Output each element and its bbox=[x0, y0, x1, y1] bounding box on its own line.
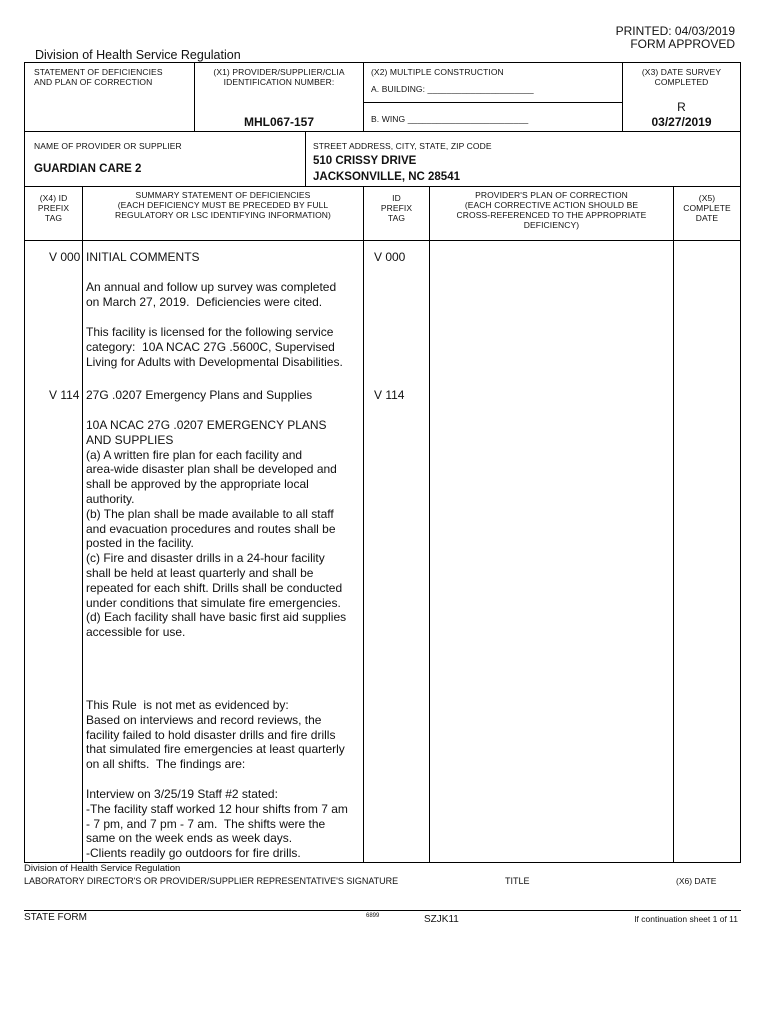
printed-date: PRINTED: 04/03/2019 bbox=[615, 24, 735, 38]
signature-label: LABORATORY DIRECTOR'S OR PROVIDER/SUPPLIER REPRESENTATIVE'S SIGNATURE bbox=[24, 876, 399, 886]
x1-value: MHL067-157 bbox=[243, 115, 315, 129]
col-x5-header: (X5) COMPLETE DATE bbox=[683, 193, 731, 223]
tag-v114-right: V 114 bbox=[374, 388, 405, 402]
col-id-header: ID PREFIX TAG bbox=[380, 193, 413, 223]
initial-comments-heading: INITIAL COMMENTS bbox=[86, 250, 200, 264]
state-form-label: STATE FORM bbox=[24, 912, 87, 923]
rule-text: 10A NCAC 27G .0207 EMERGENCY PLANS AND SUPPLIES (a) A written fire plan for each facility and area-wide disaster plan shall be developed and shall be approved by the appropriate local authority. (b) The plan shall be made available to all staff and evacuation procedures and routes shall be posted in the facility. (c) Fire and disaster drills in a 24-hour facility shall be held at least quarterly and shall be repeated for each shift. Drills shall be conducted under conditions that simulate fire emergencies. (d) Each facility shall have basic first aid supplies accessible for use. bbox=[86, 418, 347, 640]
form-number: 6899 bbox=[366, 913, 380, 919]
wing-field[interactable]: B. WING _________________________ bbox=[371, 114, 529, 124]
continuation-sheet: If continuation sheet 1 of 11 bbox=[634, 914, 738, 924]
form-approved: FORM APPROVED bbox=[630, 37, 735, 51]
address-label: STREET ADDRESS, CITY, STATE, ZIP CODE bbox=[313, 141, 492, 151]
evidence-text: This Rule is not met as evidenced by: Based on interviews and record reviews, the facility failed to hold disaster drills and fire drills that simulated fire emergencies at least quarterly on all shifts. The findings are: bbox=[86, 698, 345, 772]
event-code: SZJK11 bbox=[424, 914, 459, 925]
tag-v000-left: V 000 bbox=[49, 250, 81, 264]
provider-name-label: NAME OF PROVIDER OR SUPPLIER bbox=[34, 141, 182, 151]
tag-v114-left: V 114 bbox=[49, 388, 80, 402]
interview-text: Interview on 3/25/19 Staff #2 stated: -The facility staff worked 12 hour shifts from 7 am - 7 pm, and 7 pm - 7 am. The shifts were the same on the week ends as week days. -Clients readily go outdoors for fire drills. bbox=[86, 787, 348, 861]
survey-paragraph: An annual and follow up survey was completed on March 27, 2019. Deficiencies were cited. bbox=[86, 280, 337, 309]
provider-name: GUARDIAN CARE 2 bbox=[34, 163, 142, 175]
x3-code: R bbox=[677, 100, 686, 114]
building-field[interactable]: A. BUILDING: ______________________ bbox=[371, 84, 534, 94]
statement-label: STATEMENT OF DEFICIENCIES AND PLAN OF CORRECTION bbox=[34, 67, 163, 87]
address-line1: 510 CRISSY DRIVE bbox=[313, 155, 417, 167]
license-paragraph: This facility is licensed for the following service category: 10A NCAC 27G .5600C, Supervised Living for Adults with Developmental Disabilities. bbox=[86, 325, 343, 369]
tag-v000-right: V 000 bbox=[374, 250, 406, 264]
address-line2: JACKSONVILLE, NC 28541 bbox=[313, 171, 460, 183]
col-x4-header: (X4) ID PREFIX TAG bbox=[37, 193, 70, 223]
x2-label: (X2) MULTIPLE CONSTRUCTION bbox=[371, 67, 504, 77]
v114-title: 27G .0207 Emergency Plans and Supplies bbox=[86, 388, 313, 402]
agency-title: Division of Health Service Regulation bbox=[35, 48, 241, 62]
x6-date-label: (X6) DATE bbox=[676, 876, 717, 886]
x3-label: (X3) DATE SURVEY COMPLETED bbox=[641, 67, 722, 87]
footer-agency: Division of Health Service Regulation bbox=[24, 863, 181, 874]
col-summary-header: SUMMARY STATEMENT OF DEFICIENCIES (EACH DEFICIENCY MUST BE PRECEDED BY FULL REGULATORY OR LSC IDENTIFYING INFORMATION) bbox=[115, 190, 331, 220]
x1-label: (X1) PROVIDER/SUPPLIER/CLIA IDENTIFICATION NUMBER: bbox=[213, 67, 345, 87]
x3-date: 03/27/2019 bbox=[651, 115, 712, 129]
col-plan-header: PROVIDER'S PLAN OF CORRECTION (EACH CORRECTIVE ACTION SHOULD BE CROSS-REFERENCED TO THE APPROPRIATE DEFICIENCY) bbox=[456, 190, 647, 230]
title-label: TITLE bbox=[505, 876, 530, 886]
